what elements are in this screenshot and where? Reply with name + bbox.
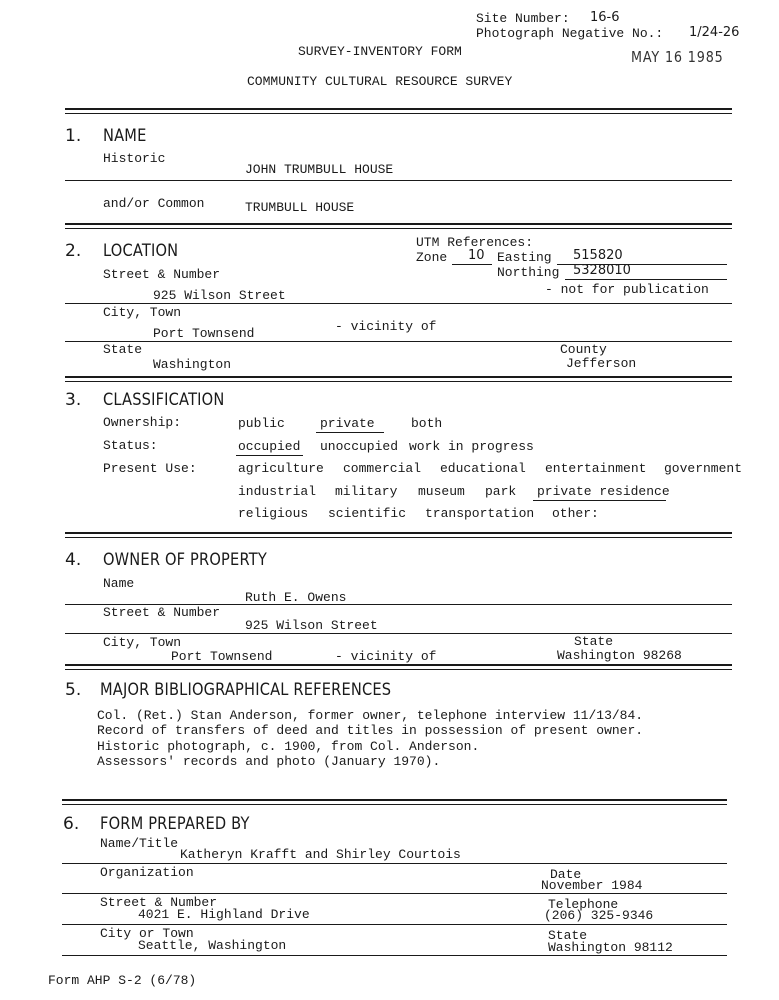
divider [62, 955, 727, 956]
reference-line: Record of transfers of deed and titles in possession of present owner. [97, 723, 644, 738]
zone-label: Zone [416, 250, 448, 265]
divider [65, 669, 732, 670]
city-town-label: City, Town [103, 305, 182, 320]
common-label: and/or Common [103, 196, 205, 211]
reference-line: Historic photograph, c. 1900, from Col. Anderson. [97, 739, 480, 754]
vicinity-of: - vicinity of [335, 319, 437, 334]
county-value: Jefferson [566, 356, 637, 371]
preparer-name-label: Name/Title [100, 836, 179, 851]
northing-label: Northing [497, 265, 560, 280]
reference-line: Assessors' records and photo (January 1970). [97, 754, 441, 769]
section-1-number: 1. [65, 126, 82, 146]
status-option: work in progress [409, 439, 534, 454]
use-option: agriculture [238, 461, 324, 476]
street-address: 925 Wilson Street [153, 288, 286, 303]
use-option-selected: private residence [537, 484, 670, 499]
street-number-label: Street & Number [103, 267, 221, 282]
preparer-state: Washington 98112 [548, 940, 673, 955]
date-value: November 1984 [541, 878, 643, 893]
preparer-city: Seattle, Washington [138, 938, 287, 953]
use-option: educational [440, 461, 526, 476]
use-option: scientific [328, 506, 407, 521]
divider [62, 799, 727, 801]
selection-underline [236, 455, 303, 456]
historic-name: JOHN TRUMBULL HOUSE [245, 162, 394, 177]
use-option: other: [552, 506, 599, 521]
use-option: transportation [425, 506, 535, 521]
present-use-label: Present Use: [103, 461, 197, 476]
use-option: military [335, 484, 398, 499]
county-label: County [560, 342, 607, 357]
form-title: SURVEY-INVENTORY FORM [298, 44, 462, 59]
zone-underline [452, 264, 492, 265]
use-option: government [664, 461, 743, 476]
common-name: TRUMBULL HOUSE [245, 200, 355, 215]
state-value: Washington [153, 357, 232, 372]
city-value: Port Townsend [153, 326, 255, 341]
selection-underline [316, 432, 384, 433]
section-5-heading: MAJOR BIBLIOGRAPHICAL REFERENCES [100, 680, 392, 700]
utm-references-label: UTM References: [416, 235, 534, 250]
owner-state-label: State [574, 634, 614, 649]
divider [65, 180, 732, 181]
section-3-number: 3. [65, 390, 82, 410]
preparer-city-label: City or Town [100, 926, 194, 941]
use-option: entertainment [545, 461, 647, 476]
preparer-names: Katheryn Krafft and Shirley Courtois [180, 847, 461, 862]
divider [65, 633, 732, 634]
preparer-street-label: Street & Number [100, 895, 218, 910]
northing-underline [565, 279, 727, 280]
divider [65, 223, 732, 225]
photo-negative-value: 1/24-26 [689, 25, 740, 40]
owner-street-label: Street & Number [103, 605, 221, 620]
section-5-number: 5. [65, 680, 82, 700]
use-option: museum [418, 484, 465, 499]
divider [62, 893, 727, 894]
ownership-option-selected: private [320, 416, 375, 431]
form-id: Form AHP S-2 (6/78) [48, 973, 197, 988]
site-number-label: Site Number: [476, 11, 570, 26]
date-label: Date [550, 867, 582, 882]
divider [65, 341, 732, 342]
divider [62, 863, 727, 864]
divider [65, 113, 732, 114]
photo-negative-label: Photograph Negative No.: [476, 26, 664, 41]
owner-name: Ruth E. Owens [245, 590, 347, 605]
use-option: religious [238, 506, 309, 521]
divider [65, 532, 732, 534]
section-2-heading: LOCATION [103, 241, 179, 261]
divider [65, 664, 732, 666]
date-received-stamp: MAY 16 1985 [631, 48, 724, 66]
preparer-street: 4021 E. Highland Drive [138, 907, 310, 922]
site-number-value: 16-6 [590, 10, 620, 25]
selection-underline [533, 500, 666, 501]
telephone-label: Telephone [548, 897, 619, 912]
owner-state: Washington 98268 [557, 648, 682, 663]
ownership-option: public [238, 416, 285, 431]
easting-label: Easting [497, 250, 552, 265]
use-option: commercial [343, 461, 422, 476]
easting-value: 515820 [573, 248, 623, 263]
telephone-value: (206) 325-9346 [544, 908, 654, 923]
owner-vicinity: - vicinity of [335, 649, 437, 664]
status-label: Status: [103, 438, 158, 453]
divider [65, 376, 732, 378]
owner-name-label: Name [103, 576, 135, 591]
preparer-state-label: State [548, 928, 588, 943]
not-for-publication: - not for publication [545, 282, 709, 297]
divider [65, 537, 732, 538]
historic-label: Historic [103, 151, 166, 166]
status-option-selected: occupied [238, 439, 301, 454]
owner-city-label: City, Town [103, 635, 182, 650]
divider [62, 804, 727, 805]
zone-value: 10 [468, 248, 485, 263]
status-option: unoccupied [320, 439, 399, 454]
divider [65, 228, 732, 229]
divider [65, 303, 732, 304]
section-2-number: 2. [65, 241, 82, 261]
state-label: State [103, 342, 143, 357]
owner-city: Port Townsend [171, 649, 273, 664]
section-1-heading: NAME [103, 126, 147, 146]
northing-value: 5328010 [573, 263, 631, 278]
section-6-number: 6. [63, 814, 80, 834]
owner-street: 925 Wilson Street [245, 618, 378, 633]
section-4-number: 4. [65, 550, 82, 570]
section-3-heading: CLASSIFICATION [103, 390, 225, 410]
divider [62, 924, 727, 925]
use-option: industrial [238, 484, 317, 499]
section-6-heading: FORM PREPARED BY [100, 814, 250, 834]
divider [65, 108, 732, 110]
form-subtitle: COMMUNITY CULTURAL RESOURCE SURVEY [247, 74, 513, 89]
section-4-heading: OWNER OF PROPERTY [103, 550, 267, 570]
ownership-option: both [411, 416, 443, 431]
reference-line: Col. (Ret.) Stan Anderson, former owner, telephone interview 11/13/84. [97, 708, 644, 723]
ownership-label: Ownership: [103, 415, 182, 430]
divider [65, 381, 732, 382]
organization-label: Organization [100, 865, 194, 880]
use-option: park [485, 484, 517, 499]
